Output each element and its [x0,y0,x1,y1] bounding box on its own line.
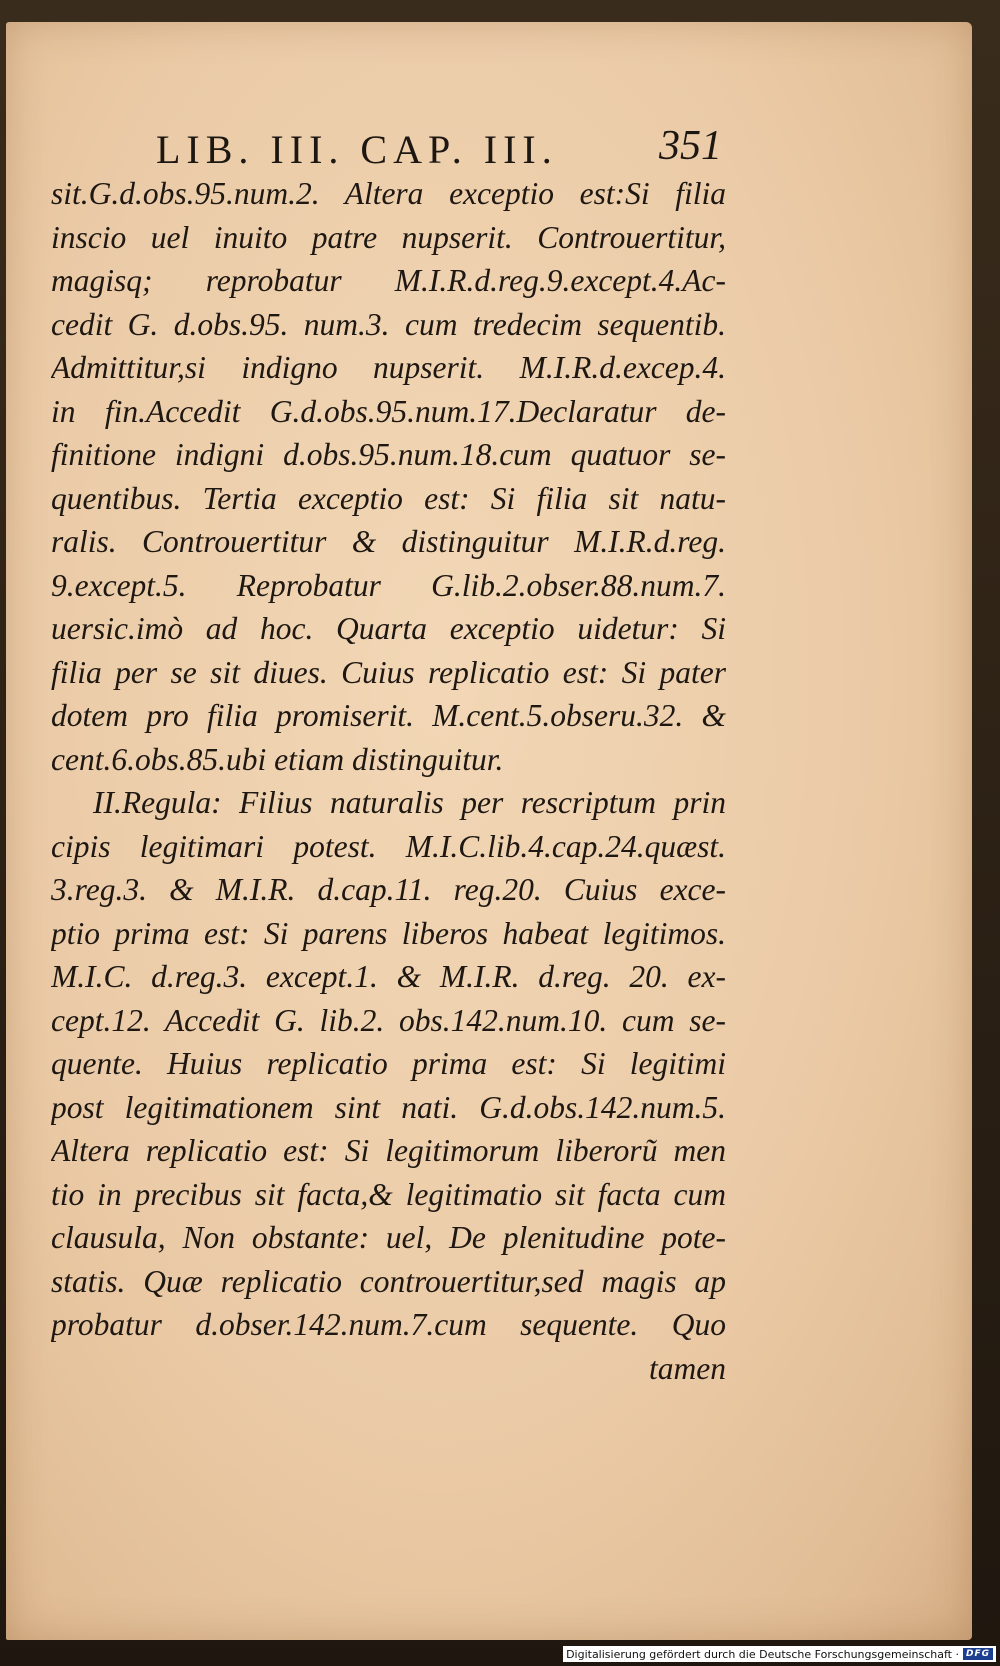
text-line: clausula, Non obstante: uel, De plenitudine pote- [51,1220,726,1255]
text-line: II.Regula: Filius naturalis per rescriptum prin [93,785,726,820]
text-line: uersic.imò ad hoc. Quarta exceptio uidetur: Si [51,611,726,646]
text-line: statis. Quæ replicatio controuertitur,sed magis ap [51,1263,726,1299]
page-header [156,118,722,174]
text-line: cent.6.obs.85.ubi etiam distinguitur. [51,741,504,777]
text-line: cedit G. d.obs.95. num.3. cum tredecim sequentib. [51,306,726,342]
text-line: post legitimationem sint nati. G.d.obs.142.num.5. [51,1089,726,1125]
running-head: LIB. III. CAP. III. [156,127,558,172]
text-line: in fin.Accedit G.d.obs.95.num.17.Declaratur de- [51,393,726,429]
text-line: cipis legitimari potest. M.I.C.lib.4.cap.24.quæst. [51,828,726,864]
digitization-credit [563,1646,996,1662]
text-line: M.I.C. d.reg.3. except.1. & M.I.R. d.reg. 20. ex- [51,959,726,994]
page-number: 351 [659,123,722,169]
text-line: tio in precibus sit facta,& legitimatio sit facta cum [51,1176,726,1212]
text-line: Admittitur,si indigno nupserit. M.I.R.d.excep.4. [51,350,726,385]
text-line: ptio prima est: Si parens liberos habeat legitimos. [51,915,726,951]
text-line: inscio uel inuito patre nupserit. Controuertitur, [51,219,726,255]
text-line: 9.except.5. Reprobatur G.lib.2.obser.88.num.7. [51,567,726,603]
text-line: quente. Huius replicatio prima est: Si legitimi [51,1046,726,1081]
text-line: finitione indigni d.obs.95.num.18.cum quatuor se- [51,437,726,472]
text-line: ralis. Controuertitur & distinguitur M.I.R.d.reg. [51,524,726,559]
text-line: Altera replicatio est: Si legitimorum liberorũ men [51,1133,726,1168]
text-line: 3.reg.3. & M.I.R. d.cap.11. reg.20. Cuius exce- [51,872,726,907]
book-page [6,22,972,1640]
text-line: magisq; reprobatur M.I.R.d.reg.9.except.4.Ac- [51,263,726,298]
text-line: sit.G.d.obs.95.num.2. Altera exceptio est:Si filia [51,176,726,211]
credit-text: Digitalisierung gefördert durch die Deutsche Forschungsgemeinschaft · [566,1647,959,1661]
text-line: quentibus. Tertia exceptio est: Si filia sit natu- [51,480,726,516]
text-line: filia per se sit diues. Cuius replicatio est: Si pater [51,654,726,690]
text-line: probatur d.obser.142.num.7.cum sequente. Quo [51,1307,726,1342]
catchword: tamen [649,1350,726,1386]
dfg-logo: DFG [963,1648,993,1660]
text-line: dotem pro filia promiserit. M.cent.5.obseru.32. & [51,698,726,733]
text-line: cept.12. Accedit G. lib.2. obs.142.num.10. cum se- [51,1002,726,1038]
body-text [51,172,726,1390]
